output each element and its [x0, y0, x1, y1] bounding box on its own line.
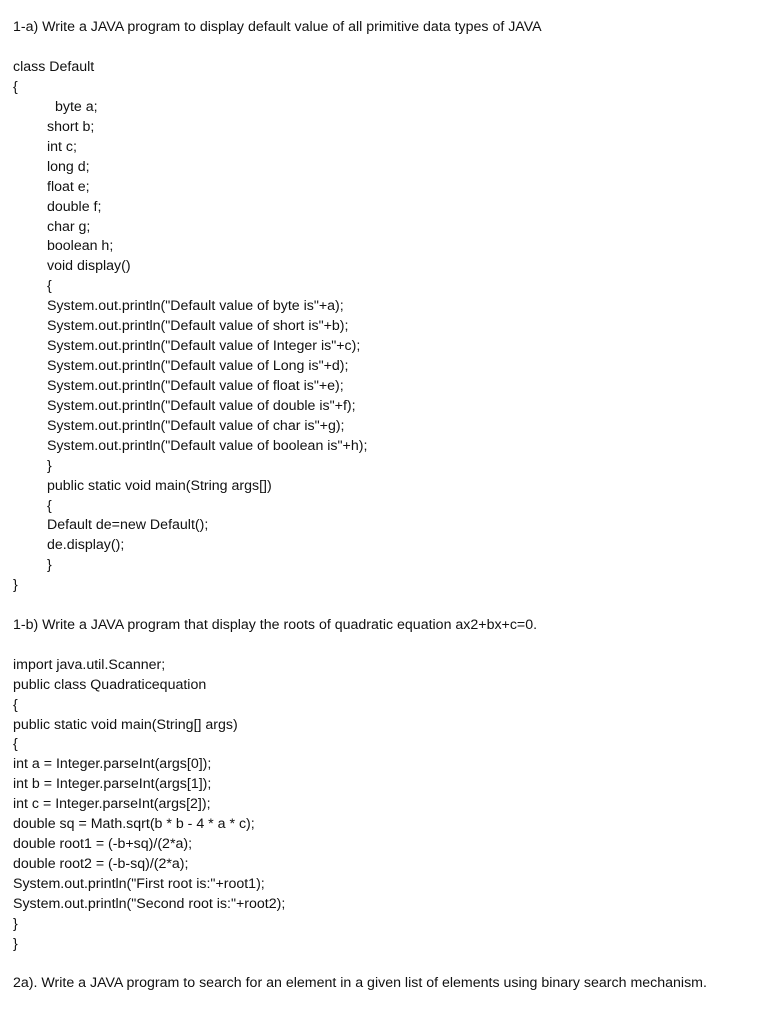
- code-line: de.display();: [47, 537, 125, 553]
- code-line: boolean h;: [47, 238, 114, 254]
- code-line: double sq = Math.sqrt(b * b - 4 * a * c);: [13, 816, 255, 832]
- code-line: short b;: [47, 119, 95, 135]
- code-line: System.out.println("Default value of float is"+e);: [47, 378, 344, 394]
- code-line: }: [47, 557, 52, 573]
- code-line: System.out.println("Default value of double is"+f);: [47, 398, 356, 414]
- code-line: }: [13, 916, 18, 932]
- code-line: {: [47, 278, 52, 294]
- code-line: double f;: [47, 199, 102, 215]
- code-line: void display(): [47, 258, 131, 274]
- code-line: }: [13, 936, 18, 952]
- code-line: int b = Integer.parseInt(args[1]);: [13, 776, 212, 792]
- code-line: char g;: [47, 219, 91, 235]
- code-line: {: [47, 498, 52, 514]
- question-heading-1b: 1-b) Write a JAVA program that display the roots of quadratic equation ax2+bx+c=0.: [13, 617, 538, 633]
- code-line: System.out.println("First root is:"+root1);: [13, 876, 265, 892]
- code-line: }: [13, 577, 18, 593]
- question-heading-2a: 2a). Write a JAVA program to search for an element in a given list of elements using binary search mechanism.: [13, 975, 707, 991]
- code-line: Default de=new Default();: [47, 517, 209, 533]
- code-line: int c;: [47, 139, 77, 155]
- code-line: long d;: [47, 159, 90, 175]
- code-line: System.out.println("Default value of Integer is"+c);: [47, 338, 361, 354]
- code-line: public class Quadraticequation: [13, 677, 207, 693]
- code-line: float e;: [47, 179, 90, 195]
- code-line: System.out.println("Default value of boolean is"+h);: [47, 438, 368, 454]
- code-line: int c = Integer.parseInt(args[2]);: [13, 796, 211, 812]
- code-line: System.out.println("Default value of char is"+g);: [47, 418, 345, 434]
- code-line: double root2 = (-b-sq)/(2*a);: [13, 856, 189, 872]
- code-line: import java.util.Scanner;: [13, 657, 166, 673]
- code-line: {: [13, 79, 18, 95]
- code-line: }: [47, 458, 52, 474]
- code-line: System.out.println("Default value of byte is"+a);: [47, 298, 344, 314]
- code-line: byte a;: [55, 99, 98, 115]
- code-line: System.out.println("Default value of Long is"+d);: [47, 358, 349, 374]
- code-line: class Default: [13, 59, 95, 75]
- code-line: {: [13, 697, 18, 713]
- code-line: System.out.println("Second root is:"+root2);: [13, 896, 286, 912]
- code-line: {: [13, 736, 18, 752]
- question-heading-1a: 1-a) Write a JAVA program to display default value of all primitive data types of JAVA: [13, 19, 542, 35]
- code-line: public static void main(String args[]): [47, 478, 272, 494]
- code-line: int a = Integer.parseInt(args[0]);: [13, 756, 212, 772]
- code-line: System.out.println("Default value of short is"+b);: [47, 318, 349, 334]
- code-line: double root1 = (-b+sq)/(2*a);: [13, 836, 193, 852]
- code-line: public static void main(String[] args): [13, 717, 238, 733]
